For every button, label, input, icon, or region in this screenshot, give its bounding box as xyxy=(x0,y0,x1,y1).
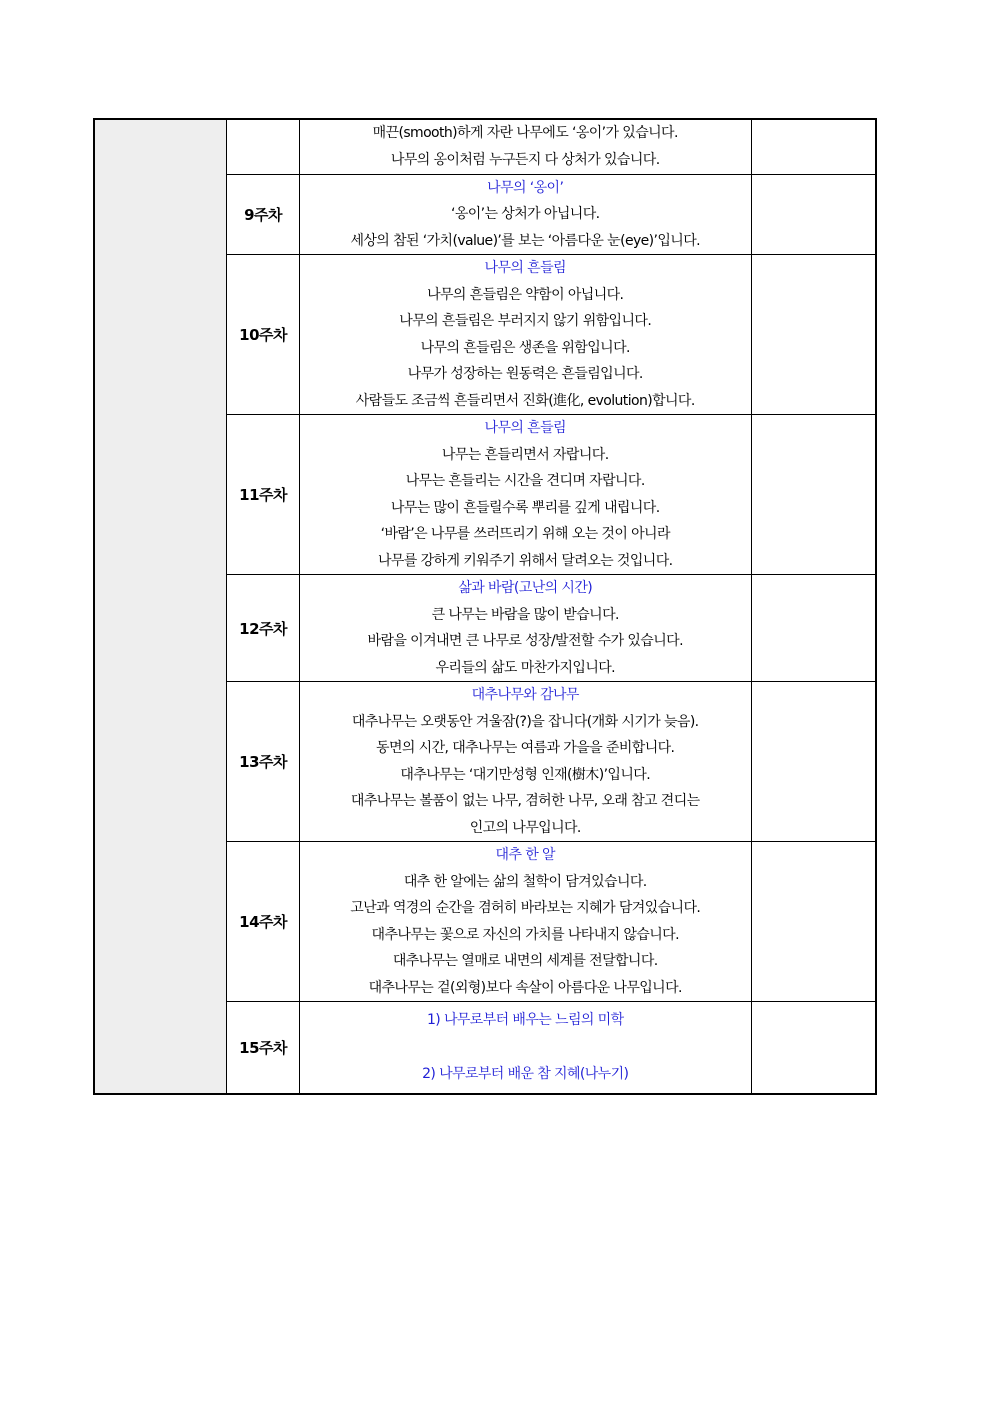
content-line: 고난과 역경의 순간을 겸허히 바라보는 지혜가 담겨있습니다. xyxy=(350,900,701,916)
content-line: 대추 한 알에는 삶의 철학이 담겨있습니다. xyxy=(403,873,647,890)
topic-title: 나무의 흔들림 xyxy=(484,260,566,276)
content-line: 대추나무는 오랫동안 겨울잠(?)을 잡니다(개화 시기가 늦음). xyxy=(351,713,699,730)
week-cell: 14주차 xyxy=(227,842,299,1002)
summary-item: 2) 나무로부터 배운 참 지혜(나누기) xyxy=(422,1065,629,1082)
topic-title: 나무의 흔들림 xyxy=(484,420,566,436)
week-cell: 13주차 xyxy=(227,682,299,842)
topic-title: 대추나무와 감나무 xyxy=(471,687,579,703)
content-line: 세상의 참된 ‘가치(value)’를 보는 ‘아름다운 눈(eye)’입니다. xyxy=(350,232,700,249)
note-cell xyxy=(751,682,876,842)
content-cell xyxy=(299,415,751,575)
note-cell xyxy=(751,174,876,255)
side-label-cell xyxy=(94,119,227,1094)
note-cell xyxy=(751,119,876,174)
content-line: 나무가 성장하는 원동력은 흔들림입니다. xyxy=(407,366,643,382)
table-row xyxy=(94,119,876,174)
note-cell xyxy=(751,255,876,415)
note-cell xyxy=(751,415,876,575)
week-cell: 9주차 xyxy=(227,174,299,255)
week-cell xyxy=(227,119,299,174)
content-cell xyxy=(299,842,751,1002)
content-line: 대추나무는 꽃으로 자신의 가치를 나타내지 않습니다. xyxy=(371,926,679,943)
note-cell xyxy=(751,575,876,682)
week-cell: 15주차 xyxy=(227,1002,299,1094)
content-cell xyxy=(299,255,751,415)
note-cell xyxy=(751,842,876,1002)
content-cell xyxy=(299,1002,751,1094)
content-line: 대추나무는 ‘대기만성형 인재(樹木)’입니다. xyxy=(400,766,651,783)
content-line: 사람들도 조금씩 흔들리면서 진화(進化, evolution)합니다. xyxy=(355,392,695,409)
content-cell xyxy=(299,119,751,174)
content-line: 나무의 옹이처럼 누구든지 다 상처가 있습니다. xyxy=(390,151,660,168)
spacer xyxy=(300,1034,751,1061)
week-cell: 10주차 xyxy=(227,255,299,415)
content-line: 나무는 많이 흔들릴수록 뿌리를 깊게 내립니다. xyxy=(390,499,660,516)
topic-title: 대추 한 알 xyxy=(495,847,555,863)
content-line: 대추나무는 겉(외형)보다 속살이 아름다운 나무입니다. xyxy=(368,979,682,996)
content-line: 나무의 흔들림은 부러지지 않기 위함입니다. xyxy=(399,313,652,329)
content-line: ‘바람’은 나무를 쓰러뜨리기 위해 오는 것이 아니라 xyxy=(380,526,670,542)
content-line: 우리들의 삶도 마찬가지입니다. xyxy=(435,659,616,676)
content-cell xyxy=(299,174,751,255)
content-line: 나무는 흔들리면서 자랍니다. xyxy=(441,446,609,463)
content-line: 동면의 시간, 대추나무는 여름과 가을을 준비합니다. xyxy=(376,740,675,756)
content-line: 나무는 흔들리는 시간을 견디며 자랍니다. xyxy=(405,473,645,489)
summary-item: 1) 나무로부터 배우는 느림의 미학 xyxy=(426,1012,624,1029)
content-line: 큰 나무는 바람을 많이 받습니다. xyxy=(431,606,619,623)
content-line: 인고의 나무입니다. xyxy=(469,819,581,836)
week-cell: 12주차 xyxy=(227,575,299,682)
topic-title: 나무의 ‘옹이’ xyxy=(487,179,564,196)
week-cell: 11주차 xyxy=(227,415,299,575)
content-line: 나무의 흔들림은 약함이 아닙니다. xyxy=(427,286,624,303)
lesson-plan-table xyxy=(93,118,877,1095)
content-cell xyxy=(299,682,751,842)
content-line: 대추나무는 볼품이 없는 나무, 겸허한 나무, 오래 참고 견디는 xyxy=(350,793,700,809)
content-line: ‘옹이’는 상처가 아닙니다. xyxy=(450,206,600,222)
content-line: 바람을 이겨내면 큰 나무로 성장/발전할 수가 있습니다. xyxy=(367,633,683,649)
content-cell xyxy=(299,575,751,682)
note-cell xyxy=(751,1002,876,1094)
content-line: 매끈(smooth)하게 자란 나무에도 ‘옹이’가 있습니다. xyxy=(372,125,678,142)
content-line: 나무를 강하게 키워주기 위해서 달려오는 것입니다. xyxy=(377,552,673,569)
content-line: 대추나무는 열매로 내면의 세계를 전달합니다. xyxy=(392,953,658,969)
content-line: 나무의 흔들림은 생존을 위함입니다. xyxy=(420,339,630,356)
topic-title: 삶과 바람(고난의 시간) xyxy=(458,580,593,596)
